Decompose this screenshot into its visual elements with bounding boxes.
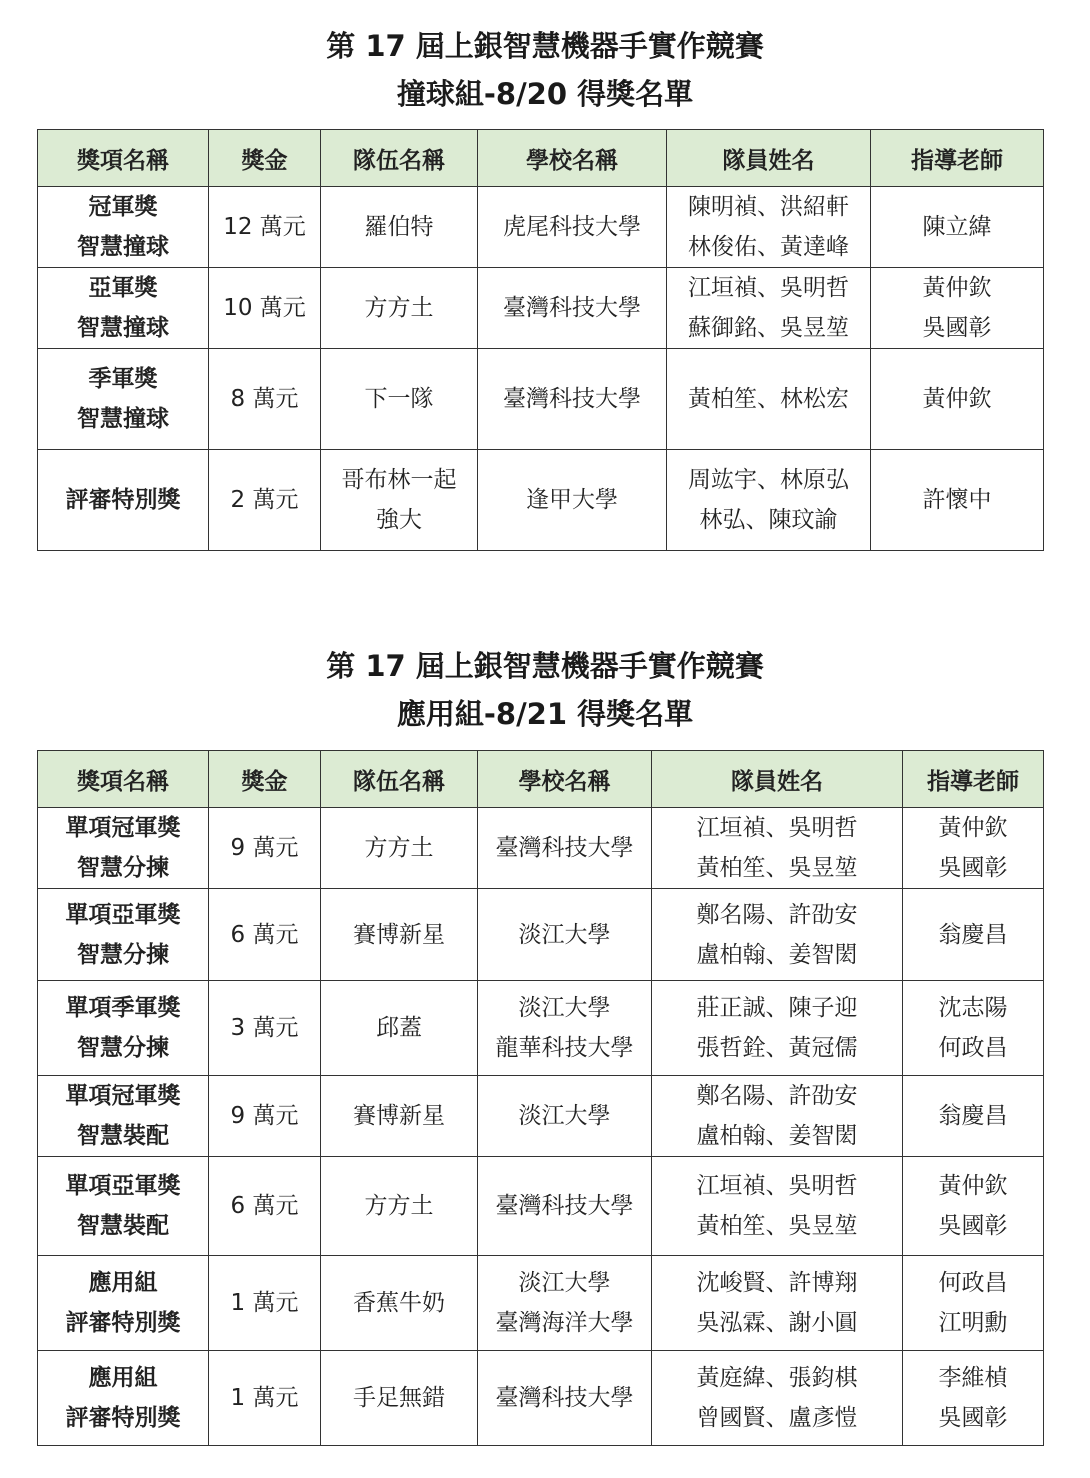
award-cell xyxy=(38,1256,209,1351)
cell-line: 季軍獎 xyxy=(88,366,158,392)
cell-line: 邱蓋 xyxy=(376,1015,422,1041)
cell-line: 香蕉牛奶 xyxy=(353,1290,445,1316)
members-cell xyxy=(652,981,903,1076)
cell-line: 吳泓霖、謝小圓 xyxy=(696,1310,858,1336)
advisor-cell xyxy=(871,268,1044,349)
cell-line: 強大 xyxy=(376,507,422,533)
cell-line: 吳國彰 xyxy=(938,1405,1008,1431)
award-cell xyxy=(38,889,209,981)
section-application xyxy=(0,642,1090,738)
cell-line: 單項冠軍獎 xyxy=(65,1083,181,1109)
award-cell xyxy=(38,187,209,268)
cell-line: 臺灣海洋大學 xyxy=(495,1310,634,1336)
cell-line: 張哲銓、黃冠儒 xyxy=(696,1035,858,1061)
cell-line: 何政昌 xyxy=(938,1270,1008,1296)
cell-line: 賽博新星 xyxy=(353,921,445,948)
cell-line: 鄭名陽、許劭安 xyxy=(696,1083,858,1109)
advisor-cell xyxy=(903,1256,1044,1351)
team-cell xyxy=(321,1351,478,1446)
cell-line: 曾國賢、盧彥愷 xyxy=(696,1405,858,1431)
prize-cell: 8 萬元 xyxy=(209,349,321,450)
award-cell xyxy=(38,981,209,1076)
advisor-cell xyxy=(903,889,1044,981)
cell-line: 逢甲大學 xyxy=(526,487,618,513)
cell-line: 黃柏笙、林松宏 xyxy=(688,386,849,412)
cell-line: 黃仲欽 xyxy=(922,275,992,301)
table-row xyxy=(38,1157,1044,1256)
advisor-cell xyxy=(871,349,1044,450)
column-header: 獎項名稱 xyxy=(38,751,209,808)
awards-table-billiards xyxy=(37,129,1044,551)
cell-line: 龍華科技大學 xyxy=(495,1035,634,1061)
cell-line: 周竑宇、林原弘 xyxy=(688,467,849,493)
school-cell xyxy=(478,1157,652,1256)
team-cell xyxy=(321,1157,478,1256)
award-cell xyxy=(38,808,209,889)
cell-line: 沈志陽 xyxy=(938,995,1008,1021)
cell-line: 臺灣科技大學 xyxy=(495,1385,634,1411)
column-header: 學校名稱 xyxy=(478,751,652,808)
team-cell xyxy=(321,889,478,981)
cell-line: 下一隊 xyxy=(364,386,434,412)
cell-line: 黃柏笙、吳昱堃 xyxy=(696,1213,858,1239)
prize-cell: 6 萬元 xyxy=(209,889,321,981)
members-cell xyxy=(652,808,903,889)
cell-line: 黃仲欽 xyxy=(938,1173,1008,1199)
prize-cell: 9 萬元 xyxy=(209,1076,321,1157)
table-row xyxy=(38,450,1044,551)
table-row xyxy=(38,889,1044,981)
members-cell xyxy=(667,450,871,551)
cell-line: 方方土 xyxy=(364,835,434,861)
prize-cell: 6 萬元 xyxy=(209,1157,321,1256)
cell-line: 智慧裝配 xyxy=(77,1123,169,1149)
award-cell xyxy=(38,1351,209,1446)
cell-line: 江垣禎、吳明哲 xyxy=(688,275,849,301)
team-cell xyxy=(321,1076,478,1157)
cell-line: 方方土 xyxy=(364,295,434,321)
prize-cell: 1 萬元 xyxy=(209,1256,321,1351)
award-cell xyxy=(38,268,209,349)
advisor-cell xyxy=(903,1157,1044,1256)
column-header: 獎金 xyxy=(209,130,321,187)
section-title-line2: 應用組-8/21 得獎名單 xyxy=(396,697,694,731)
column-header: 隊員姓名 xyxy=(667,130,871,187)
school-cell xyxy=(478,1351,652,1446)
section-title-line2: 撞球組-8/20 得獎名單 xyxy=(396,77,694,111)
members-cell xyxy=(667,349,871,450)
school-cell xyxy=(478,187,667,268)
column-header: 指導老師 xyxy=(871,130,1044,187)
table-row xyxy=(38,1076,1044,1157)
table-row xyxy=(38,268,1044,349)
cell-line: 黃庭緯、張鈞棋 xyxy=(696,1365,858,1391)
school-cell xyxy=(478,1256,652,1351)
table-row xyxy=(38,808,1044,889)
cell-line: 鄭名陽、許劭安 xyxy=(696,901,858,928)
column-header: 隊伍名稱 xyxy=(321,751,478,808)
school-cell xyxy=(478,349,667,450)
prize-cell: 9 萬元 xyxy=(209,808,321,889)
section-title-line1: 第 17 屆上銀智慧機器手實作競賽 xyxy=(326,29,764,63)
cell-line: 單項亞軍獎 xyxy=(65,1173,181,1199)
table-header-row xyxy=(38,130,1044,187)
column-header: 學校名稱 xyxy=(478,130,667,187)
cell-line: 沈峻賢、許博翔 xyxy=(696,1270,858,1296)
cell-line: 臺灣科技大學 xyxy=(495,1193,634,1219)
award-cell xyxy=(38,349,209,450)
cell-line: 黃仲欽 xyxy=(922,386,992,412)
cell-line: 淡江大學 xyxy=(518,1103,611,1129)
school-cell xyxy=(478,1076,652,1157)
members-cell xyxy=(667,268,871,349)
members-cell xyxy=(652,889,903,981)
team-cell xyxy=(321,981,478,1076)
column-header: 指導老師 xyxy=(903,751,1044,808)
team-cell xyxy=(321,268,478,349)
cell-line: 虎尾科技大學 xyxy=(503,214,641,240)
cell-line: 賽博新星 xyxy=(353,1103,445,1129)
school-cell xyxy=(478,981,652,1076)
school-cell xyxy=(478,450,667,551)
advisor-cell xyxy=(903,808,1044,889)
team-cell xyxy=(321,187,478,268)
team-cell xyxy=(321,349,478,450)
awards-table-application xyxy=(37,750,1044,1446)
cell-line: 智慧分揀 xyxy=(77,1035,169,1061)
cell-line: 手足無錯 xyxy=(353,1385,445,1411)
members-cell xyxy=(652,1351,903,1446)
prize-cell: 3 萬元 xyxy=(209,981,321,1076)
cell-line: 李維楨 xyxy=(938,1365,1008,1391)
cell-line: 江垣禎、吳明哲 xyxy=(696,1173,858,1199)
prize-cell: 12 萬元 xyxy=(209,187,321,268)
cell-line: 單項冠軍獎 xyxy=(65,815,181,841)
cell-line: 臺灣科技大學 xyxy=(495,835,634,861)
cell-line: 吳國彰 xyxy=(922,315,992,341)
cell-line: 臺灣科技大學 xyxy=(503,295,641,321)
section-billiards xyxy=(0,22,1090,118)
advisor-cell xyxy=(871,187,1044,268)
cell-line: 智慧撞球 xyxy=(77,406,169,432)
cell-line: 林俊佑、黃達峰 xyxy=(688,234,849,260)
cell-line: 方方土 xyxy=(364,1193,434,1219)
table-row xyxy=(38,1256,1044,1351)
team-cell xyxy=(321,450,478,551)
cell-line: 智慧撞球 xyxy=(77,234,169,260)
school-cell xyxy=(478,889,652,981)
cell-line: 翁慶昌 xyxy=(938,921,1008,948)
prize-cell: 1 萬元 xyxy=(209,1351,321,1446)
cell-line: 淡江大學 xyxy=(518,921,611,948)
table-header-row xyxy=(38,751,1044,808)
table-row xyxy=(38,187,1044,268)
cell-line: 亞軍獎 xyxy=(88,275,158,301)
cell-line: 許懷中 xyxy=(922,487,992,513)
cell-line: 盧柏翰、姜智閎 xyxy=(696,941,858,968)
cell-line: 智慧分揀 xyxy=(77,855,169,881)
members-cell xyxy=(652,1157,903,1256)
cell-line: 智慧撞球 xyxy=(77,315,169,341)
advisor-cell xyxy=(903,981,1044,1076)
cell-line: 淡江大學 xyxy=(518,1270,611,1296)
team-cell xyxy=(321,808,478,889)
cell-line: 智慧裝配 xyxy=(77,1213,169,1239)
column-header: 獎項名稱 xyxy=(38,130,209,187)
cell-line: 翁慶昌 xyxy=(938,1103,1008,1129)
award-cell xyxy=(38,1076,209,1157)
column-header: 隊伍名稱 xyxy=(321,130,478,187)
cell-line: 江垣禎、吳明哲 xyxy=(696,815,858,841)
cell-line: 黃柏笙、吳昱堃 xyxy=(696,855,858,881)
members-cell xyxy=(667,187,871,268)
cell-line: 陳立緯 xyxy=(922,214,992,240)
table-row xyxy=(38,1351,1044,1446)
cell-line: 哥布林一起 xyxy=(341,467,457,493)
cell-line: 江明勳 xyxy=(938,1310,1008,1336)
cell-line: 林弘、陳玟諭 xyxy=(699,507,838,533)
cell-line: 羅伯特 xyxy=(364,214,434,240)
prize-cell: 2 萬元 xyxy=(209,450,321,551)
column-header: 隊員姓名 xyxy=(652,751,903,808)
cell-line: 應用組 xyxy=(88,1270,158,1296)
table-row xyxy=(38,349,1044,450)
cell-line: 盧柏翰、姜智閎 xyxy=(696,1123,858,1149)
advisor-cell xyxy=(903,1076,1044,1157)
members-cell xyxy=(652,1256,903,1351)
cell-line: 冠軍獎 xyxy=(88,194,158,220)
advisor-cell xyxy=(903,1351,1044,1446)
cell-line: 評審特別獎 xyxy=(65,487,181,513)
cell-line: 吳國彰 xyxy=(938,855,1008,881)
award-cell xyxy=(38,450,209,551)
cell-line: 評審特別獎 xyxy=(65,1405,181,1431)
cell-line: 評審特別獎 xyxy=(65,1310,181,1336)
cell-line: 陳明禎、洪紹軒 xyxy=(688,194,849,220)
cell-line: 智慧分揀 xyxy=(77,941,169,968)
cell-line: 蘇御銘、吳昱堃 xyxy=(688,315,849,341)
cell-line: 莊正誠、陳子迎 xyxy=(696,995,858,1021)
school-cell xyxy=(478,268,667,349)
cell-line: 單項季軍獎 xyxy=(65,995,181,1021)
table-row xyxy=(38,981,1044,1076)
cell-line: 單項亞軍獎 xyxy=(65,901,181,928)
team-cell xyxy=(321,1256,478,1351)
cell-line: 臺灣科技大學 xyxy=(503,386,641,412)
column-header: 獎金 xyxy=(209,751,321,808)
advisor-cell xyxy=(871,450,1044,551)
cell-line: 黃仲欽 xyxy=(938,815,1008,841)
members-cell xyxy=(652,1076,903,1157)
award-cell xyxy=(38,1157,209,1256)
prize-cell: 10 萬元 xyxy=(209,268,321,349)
cell-line: 何政昌 xyxy=(938,1035,1008,1061)
section-title-line1: 第 17 屆上銀智慧機器手實作競賽 xyxy=(326,649,764,683)
cell-line: 吳國彰 xyxy=(938,1213,1008,1239)
cell-line: 淡江大學 xyxy=(518,995,611,1021)
school-cell xyxy=(478,808,652,889)
cell-line: 應用組 xyxy=(88,1365,158,1391)
